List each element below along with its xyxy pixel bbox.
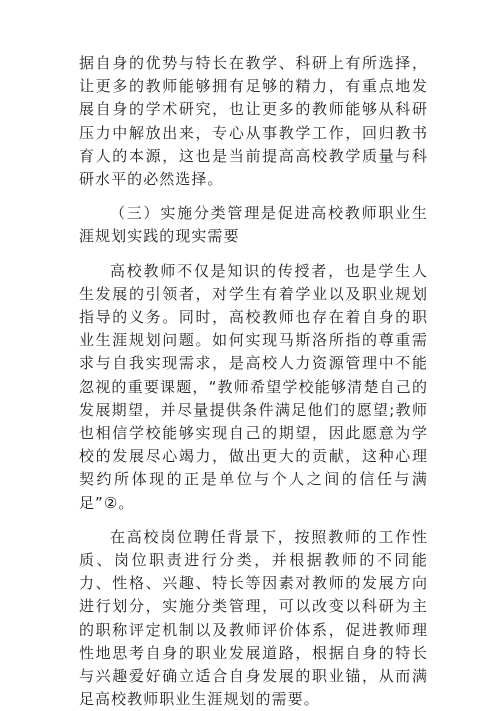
- paragraph-classification: 在高校岗位聘任背景下，按照教师的工作性质、岗位职责进行分类，并根据教师的不同能力、性格、兴趣、特长等因素对教师的发展方向进行划分，实施分类管理，可以改变以科研为主的职称评定机制以及教师评价体系，促进教师理性地思考自身的职业发展道路，根据自身的特长与兴趣爱好确立适合自身发展的职业锚，从而满足高校教师职业生涯规划的需要。: [79, 527, 428, 709]
- paragraph-continuation: 据自身的优势与特长在教学、科研上有所选择，让更多的教师能够拥有足够的精力，有重点地发展自身的学术研究，也让更多的教师能够从科研压力中解放出来，专心从事教学工作，回归教书育人的本源，这也是当前提高高校教学质量与科研水平的必然选择。: [79, 54, 428, 189]
- paragraph-teacher-role: 高校教师不仅是知识的传授者，也是学生人生发展的引领者，对学生有着学业以及职业规划指导的义务。同时，高校教师也存在着自身的职业生涯规划问题。如何实现马斯洛所指的尊重需求与自我实现需求，是高校人力资源管理中不能忽视的重要课题，“教师希望学校能够清楚自己的发展期望，并尽量提供条件满足他们的愿望;教师也相信学校能够实现自己的期望，因此愿意为学校的发展尽心竭力，做出更大的贡献，这种心理契约所体现的正是单位与个人之间的信任与满足”②。: [79, 261, 428, 512]
- document-body: [79, 52, 428, 711]
- section-heading: （三）实施分类管理是促进高校教师职业生涯规划实践的现实需要: [79, 204, 428, 246]
